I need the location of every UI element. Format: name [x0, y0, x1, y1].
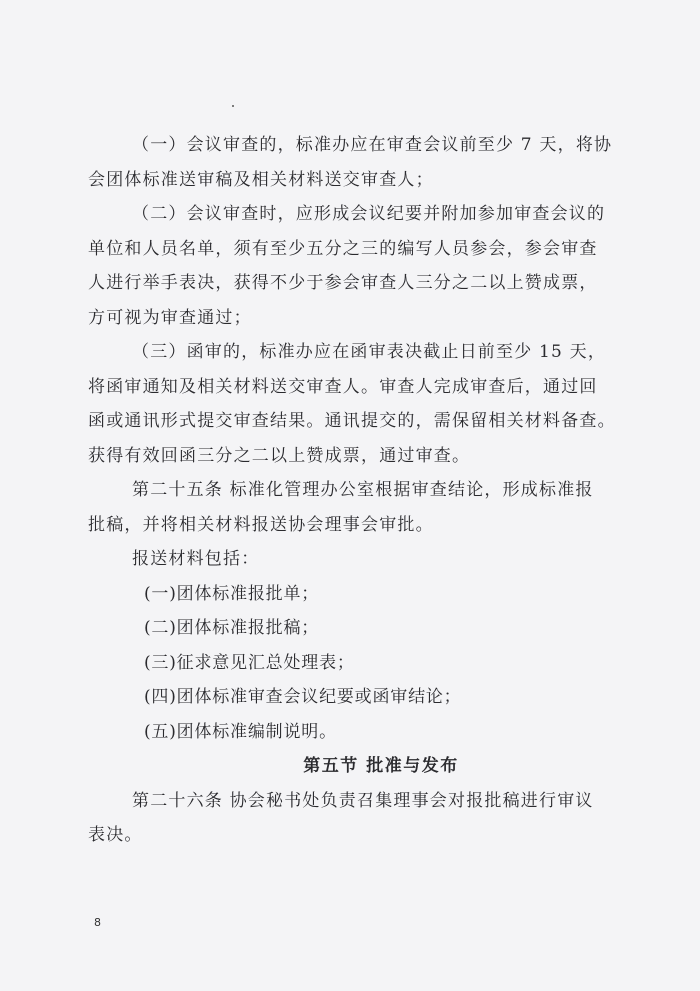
list-item: (三)征求意见汇总处理表； — [144, 652, 355, 673]
paragraph-line: 报送材料包括： — [132, 549, 260, 569]
article-line: 第二十六条 协会秘书处负责召集理事会对报批稿进行审议 — [132, 790, 594, 811]
paragraph-line: 将函审通知及相关材料送交审查人。审查人完成审查后，通过回 — [88, 376, 598, 397]
section-heading: 第五节 批准与发布 — [303, 756, 459, 776]
paragraph-line: （三）函审的，标准办应在函审表决截止日前至少 15 天， — [132, 342, 607, 362]
paragraph-line: 会团体标准送审稿及相关材料送交审查人； — [88, 169, 434, 190]
list-item: (二)团体标准报批稿； — [144, 618, 320, 638]
paragraph-line: 获得有效回函三分之二以上赞成票，通过审查。 — [88, 445, 471, 466]
scan-speck — [232, 105, 234, 107]
list-item: (五)团体标准编制说明。 — [144, 721, 337, 742]
paragraph-line: 人进行举手表决，获得不少于参会审查人三分之二以上赞成票， — [88, 273, 598, 293]
paragraph-line: （一）会议审查的，标准办应在审查会议前至少 7 天，将协 — [132, 135, 613, 155]
paragraph-line: 方可视为审查通过； — [88, 307, 252, 328]
list-item: (一)团体标准报批单； — [144, 583, 320, 604]
paragraph-line: 函或通讯形式提交审查结果。通讯提交的，需保留相关材料备查。 — [88, 411, 616, 431]
page-number: 8 — [94, 916, 101, 929]
paragraph-line: 批稿，并将相关材料报送协会理事会审批。 — [88, 514, 434, 535]
paragraph-line: （二）会议审查时，应形成会议纪要并附加参加审查会议的 — [132, 204, 606, 224]
article-line: 第二十五条 标准化管理办公室根据审查结论，形成标准报 — [132, 480, 594, 500]
document-body — [88, 128, 644, 853]
paragraph-line: 单位和人员名单，须有至少五分之三的编写人员参会，参会审查 — [88, 238, 598, 259]
list-item: (四)团体标准审查会议纪要或函审结论； — [144, 687, 462, 707]
paragraph-line: 表决。 — [88, 825, 143, 845]
